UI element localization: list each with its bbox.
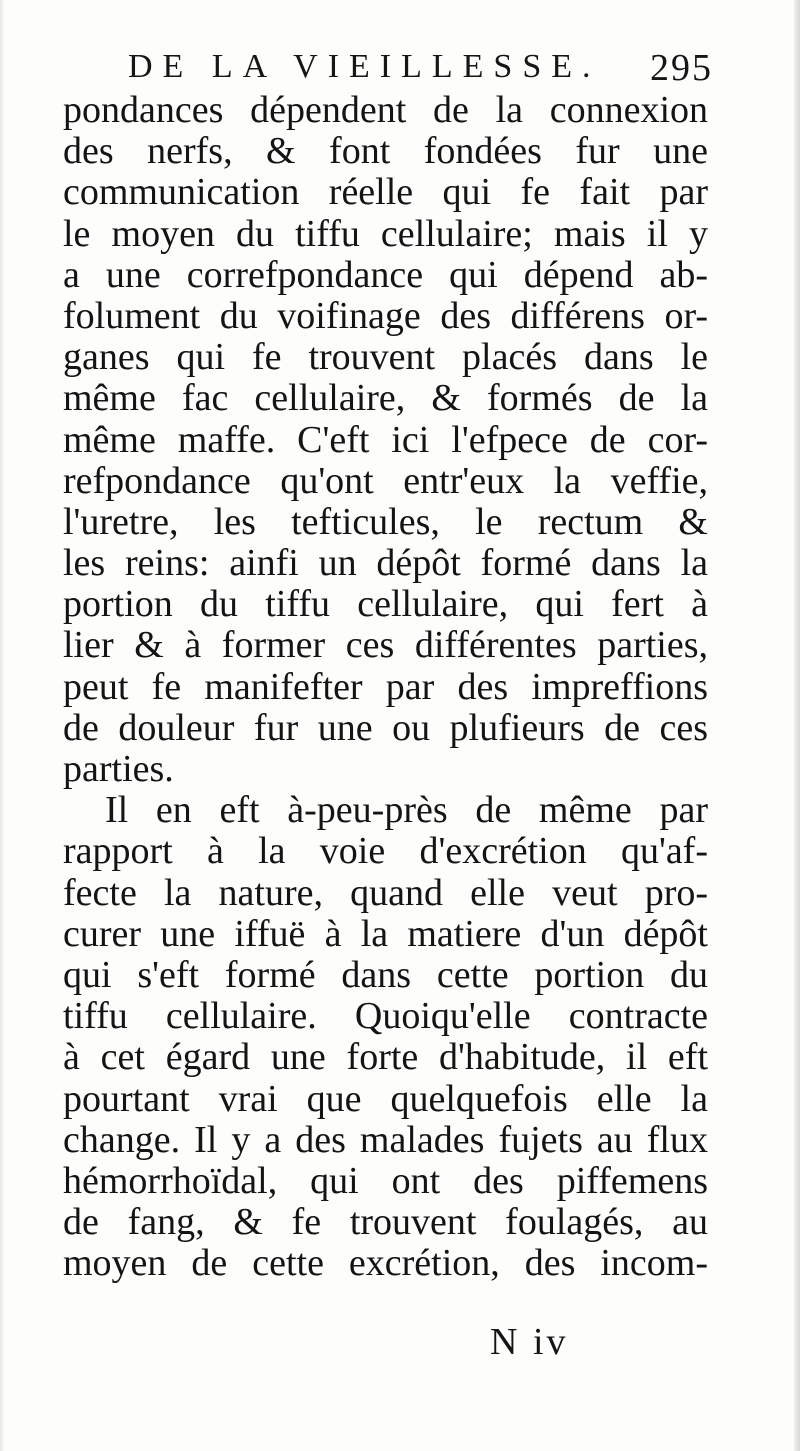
text-line: change. Il y a des malades fujets au flux	[63, 1119, 708, 1161]
text-line: Il en eft à-peu-près de même par	[105, 790, 708, 832]
signature-mark: N iv	[490, 1321, 569, 1363]
page-header	[128, 48, 713, 94]
text-line: communication réelle qui fe fait par	[63, 172, 708, 214]
paragraph	[63, 790, 708, 1284]
page-gutter-shadow	[0, 0, 4, 1451]
text-line: peut fe manifefter par des impreffions	[63, 666, 708, 708]
text-line: curer une iffuë à la matiere d'un dépôt	[63, 913, 708, 955]
text-line: à cet égard une forte d'habitude, il eft	[63, 1037, 708, 1079]
text-line: parties.	[63, 749, 174, 790]
page-edge-shadow	[794, 0, 800, 1451]
text-line: l'uretre, les tefticules, le rectum &	[63, 501, 708, 543]
text-line: le moyen du tiffu cellulaire; mais il y	[63, 213, 708, 255]
text-line: hémorrhoïdal, qui ont des piffemens	[63, 1160, 708, 1202]
text-line: rapport à la voie d'excrétion qu'af-	[63, 831, 708, 873]
page-number: 295	[650, 47, 713, 89]
running-head: DE LA VIEILLESSE.	[128, 48, 601, 85]
body-text	[63, 90, 708, 1284]
text-line: tiffu cellulaire. Quoiqu'elle contracte	[63, 996, 708, 1038]
text-line: même fac cellulaire, & formés de la	[63, 378, 708, 420]
text-line: portion du tiffu cellulaire, qui fert à	[63, 584, 708, 626]
text-line: pondances dépendent de la connexion	[63, 90, 708, 131]
text-line: refpondance qu'ont entr'eux la veffie,	[63, 460, 708, 502]
text-line: folument du voifinage des différens or-	[63, 295, 708, 337]
text-line: ganes qui fe trouvent placés dans le	[63, 337, 708, 379]
text-line: fecte la nature, quand elle veut pro-	[63, 872, 708, 914]
text-line: qui s'eft formé dans cette portion du	[63, 954, 708, 996]
text-line: lier & à former ces différentes parties,	[63, 625, 708, 667]
text-line: moyen de cette excrétion, des incom-	[63, 1243, 708, 1285]
text-line: de douleur fur une ou plufieurs de ces	[63, 707, 708, 749]
text-line: les reins: ainfi un dépôt formé dans la	[63, 543, 708, 585]
text-line: a une correfpondance qui dépend ab-	[63, 254, 708, 296]
text-line: des nerfs, & font fondées fur une	[63, 131, 708, 173]
text-line: pourtant vrai que quelquefois elle la	[63, 1078, 708, 1120]
text-line: de fang, & fe trouvent foulagés, au	[63, 1202, 708, 1244]
paragraph-continued	[63, 90, 708, 790]
text-line: même maffe. C'eft ici l'efpece de cor-	[63, 419, 708, 461]
